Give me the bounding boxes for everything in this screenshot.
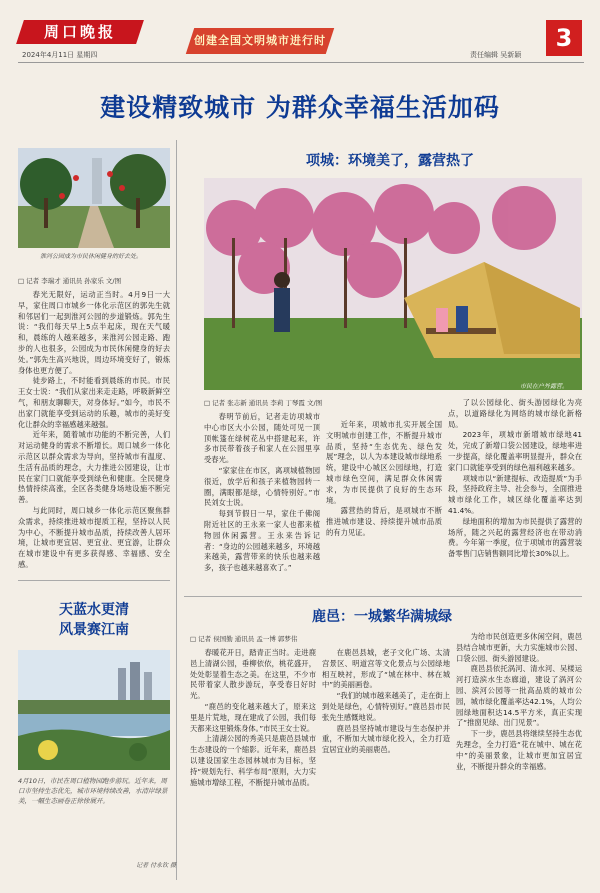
xiangcheng-paragraph: 春明节前后，记者走访项城市中心市区大小公园，随处可见一顶顶帐篷在绿树花丛中搭建起来，许多市民带着孩子和家人在公园里享受春光。 [204, 412, 320, 465]
tianlan-title [18, 600, 170, 640]
luyi-paragraph: “我们的城市越来越美了，走在街上到处是绿色，心情特别好。”鹿邑县市民张先生感慨地说。 [322, 691, 450, 722]
park-photo [18, 148, 170, 248]
lake-photo-caption: 4月10日，市民在周口植物园跑步游玩。近年来，周口市坚持生态优先，城市环境持续改善，水清岸绿景美，一幅生态画卷正徐徐展开。 [18, 777, 168, 805]
xiangcheng-column-2 [326, 420, 442, 588]
masthead [0, 0, 600, 60]
left-article-body [18, 290, 170, 570]
camping-photo-caption: 市民在户外露营。 [520, 383, 569, 390]
editor-credit: 责任编辑 吴新颖 [470, 51, 522, 59]
main-headline: 建设精致城市 为群众幸福生活加码 [100, 93, 500, 122]
luyi-paragraph: 上清湖公园的秀美只是鹿邑县城市生态建设的一个缩影。近年来，鹿邑县以建设国家生态园林城市为目标，坚持“规划先行、科学布局”原则，大力实施城市增绿工程，不断提升城市品质。 [190, 734, 316, 787]
left-paragraph: 春光无限好，运动正当时。4月9日一大早，家住周口市城乡一体化示范区的郭先生就和邻居们一起到淮河公园的步道锻炼。郭先生说：“我们每天早上5点半起床，现在天气暖和，晨练的人越来越多，来淮河公园走路、跑步的人也很多，公园成为市民休闲健身的好去处。”郭先生高兴地说，周边环境变好了，锻炼身体也更方便了。 [18, 290, 170, 375]
section-divider [184, 596, 582, 597]
tianlan-title-line2: 风景赛江南 [59, 622, 129, 638]
xiangcheng-paragraph: 绿地面积的增加为市民提供了露营的场所，随之兴起的露营经济也在带动消费。今年第一季度，位于项城市的露营装备零售门店销售额同比增长30%以上。 [448, 516, 582, 559]
banner-text: 创建全国文明城市进行时 [194, 34, 326, 47]
xiangcheng-title: 项城：环境美了，露营热了 [306, 153, 474, 169]
xiangcheng-paragraph: 每到节假日一早，家住千佛阁附近社区的王永来一家人也都来植物园休闲露营。王永来告诉记者：“身边的公园越来越多，环境越来越美，露营带来的快乐也越来越多，孩子也越来越喜欢了。” [204, 509, 320, 573]
lake-photo [18, 650, 170, 770]
luyi-paragraph: 春暖花开日，踏青正当时。走进鹿邑上清湖公园，垂柳依依，桃花盛开，处处彰显着生态之美。在这里，不少市民带着家人散步游玩，享受春日好时光。 [190, 648, 316, 701]
left-paragraph: 与此同时，周口城乡一体化示范区聚焦群众需求，持续推进城市提质工程，坚持以人民为中心，不断提升城市品质，持续改善人居环境，让城市更宜居、更宜业、更宜游，让群众在城市建设中有更多获得感、幸福感、安全感。 [18, 505, 170, 569]
column-divider [176, 140, 177, 880]
luyi-column-3 [456, 632, 582, 880]
newspaper-logo [16, 20, 144, 44]
luyi-paragraph: 在鹿邑县城，老子文化广场、太清宫景区、明道宫等文化景点与公园绿地相互映衬，形成了“城在林中、林在城中”的美丽画卷。 [322, 648, 450, 690]
xiangcheng-column-1 [204, 412, 320, 588]
luyi-column-2 [322, 648, 450, 880]
issue-date: 2024年4月11日 星期四 [22, 51, 98, 59]
camping-photo [204, 178, 582, 390]
luyi-paragraph: 鹿邑县坚持城市建设与生态保护并重，不断加大城市绿化投入，全力打造宜居宜业的美丽鹿邑。 [322, 723, 450, 755]
lake-photo-credit: 记者 付永钦 摄 [136, 862, 176, 869]
luyi-byline: □ 记者 侯国勤 通讯员 孟一博 郭梦伟 [190, 634, 390, 643]
xiangcheng-paragraph: “家家住在市区，离项城植物园很近，放学后和孩子来植物园转一圈，满眼都是绿，心情特别好。”市民刘女士说。 [204, 465, 320, 508]
left-paragraph: 徒步路上，不时能看到晨练的市民。市民王女士说：“我们从家出来走走路，呼吸新鲜空气，和朋友聊聊天，对身体好。”如今，市民不出家门就能享受到运动的乐趣，城市的美好变化让群众的幸福感越来越强。 [18, 376, 170, 429]
xiangcheng-paragraph: 了以公园绿化、街头游园绿化为亮点，以道路绿化为网络的城市绿化新格局。 [448, 398, 582, 429]
left-byline: □ 记者 李瑞才 通讯员 孙家乐 文/图 [18, 276, 178, 285]
tianlan-title-line1: 天蓝水更清 [59, 602, 129, 618]
luyi-title: 鹿邑：一城繁华满城绿 [312, 609, 452, 625]
luyi-paragraph: 鹿邑县依托涡河、清水河、吴楼运河打造滨水生态廊道，建设了涡河公园、滨河公园等一批高品质的城市公园，城市绿化覆盖率达42.1%，人均公园绿地面积达14.5平方米，真正实现了“推窗见绿、出门见景”。 [456, 664, 582, 728]
park-photo-caption: 淮河公园成为市民休闲健身的好去处。 [40, 253, 143, 260]
xiangcheng-paragraph: 近年来，项城市扎实开展全国文明城市创建工作，不断提升城市品质，坚持“生态优先、绿色发展”理念，以人为本建设城市绿地系统，建设中心城区公园绿地，打造城市绿色空间，满足群众休闲需求，为市民提供了良好的生态环境。 [326, 420, 442, 505]
luyi-paragraph: “鹿邑的变化越来越大了，原来这里是片荒地，现在建成了公园，我们每天都来这里锻炼身体。”市民王女士说。 [190, 701, 316, 733]
luyi-column-1 [190, 648, 316, 880]
luyi-paragraph: 下一步，鹿邑县将继续坚持生态优先理念，全力打造“花在城中、城在花中”的美丽景象，让城市更加宜居宜业，不断提升群众的幸福感。 [456, 729, 582, 771]
left-paragraph: 近年来，随着城市功能的不断完善，人们对运动健身的需求不断增长。周口城乡一体化示范区以群众需求为导向，坚持城市有温度、生活有品质的理念，大力推进公园建设，让市民在家门口就能享受到绿色和健康。全民健身热情持续高涨，全区各类健身场地设施不断完善。 [18, 430, 170, 505]
logo-text: 周口晚报 [43, 23, 116, 41]
xiangcheng-byline: □ 记者 张志新 通讯员 李莉 丁琴霞 文/图 [204, 398, 404, 407]
xiangcheng-paragraph: 2023年，项城市新增城市绿地41处，完成了新增口袋公园建设，绿地率进一步提高，绿化覆盖率明显提升，群众在家门口就能享受到的绿色福利越来越多。 [448, 430, 582, 472]
luyi-paragraph: 为给市民创造更多休闲空间，鹿邑县结合城市更新，大力实施城市公园、口袋公园、街头游园建设。 [456, 632, 582, 663]
section-banner [186, 28, 334, 54]
page-number: 3 [546, 20, 582, 56]
masthead-rule [18, 62, 584, 63]
xiangcheng-column-3 [448, 398, 582, 588]
xiangcheng-paragraph: 露营热的背后，是项城市不断推进城市建设、持续提升城市品质的有力见证。 [326, 506, 442, 537]
xiangcheng-paragraph: 项城市以“新建提标、改造提质”为手段，坚持政府主导、社会参与，全面推进城市绿化工作，城区绿化覆盖率达到41.4%。 [448, 473, 582, 515]
left-divider [18, 580, 170, 581]
